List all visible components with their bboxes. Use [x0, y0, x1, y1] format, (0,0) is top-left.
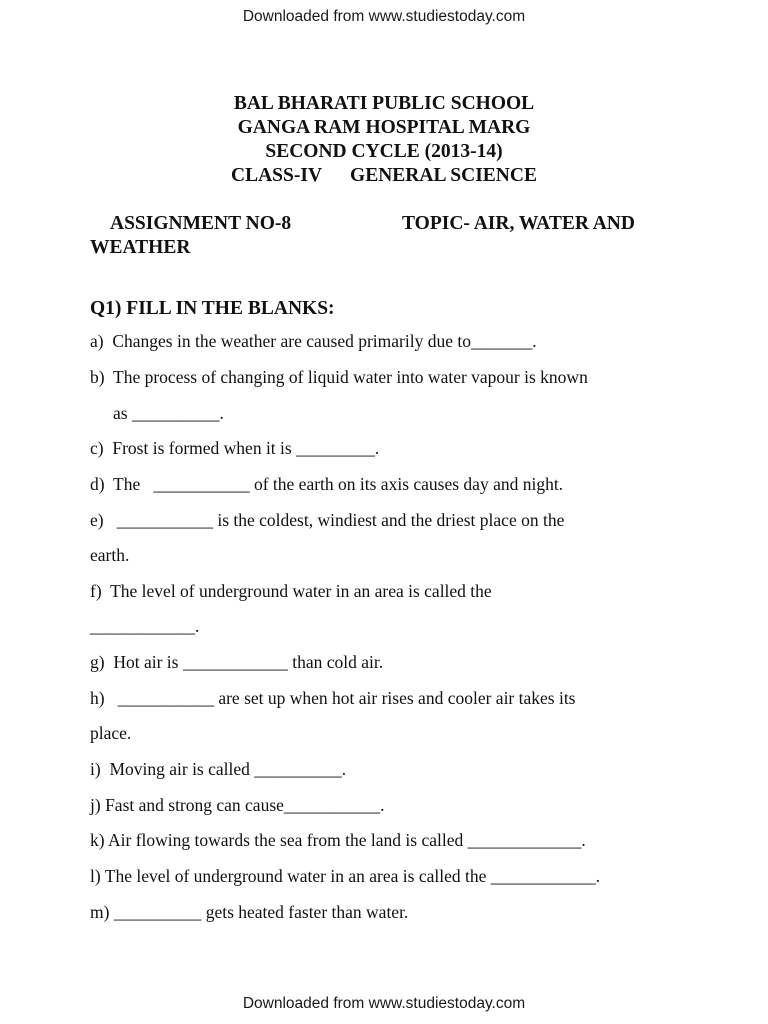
- question-d: d) The ___________ of the earth on its axis causes day and night.: [90, 474, 564, 494]
- question-e-continued: earth.: [90, 545, 130, 565]
- question-b-continued: as __________.: [113, 403, 224, 423]
- assignment-number: ASSIGNMENT NO-8: [110, 213, 292, 234]
- question-l: l) The level of underground water in an area is called the ____________.: [90, 866, 601, 886]
- class-subject-line: [0, 164, 768, 188]
- section-title: Q1) FILL IN THE BLANKS:: [90, 298, 335, 319]
- assignment-topic-continued: WEATHER: [90, 237, 191, 258]
- question-a: a) Changes in the weather are caused primarily due to_______.: [90, 331, 537, 351]
- question-i: i) Moving air is called __________.: [90, 759, 347, 779]
- class-label: CLASS-IV: [231, 165, 323, 186]
- school-name: BAL BHARATI PUBLIC SCHOOL: [233, 93, 535, 114]
- watermark-top: Downloaded from www.studiestoday.com: [242, 8, 526, 25]
- question-h: h) ___________ are set up when hot air rises and cooler air takes its: [90, 688, 576, 708]
- watermark-bottom: Downloaded from www.studiestoday.com: [242, 995, 526, 1012]
- question-b: b) The process of changing of liquid water into water vapour is known: [90, 367, 588, 387]
- question-k: k) Air flowing towards the sea from the land is called _____________.: [90, 830, 586, 850]
- question-c: c) Frost is formed when it is _________.: [90, 438, 380, 458]
- question-f-continued: ____________.: [90, 616, 200, 636]
- cycle-label: SECOND CYCLE (2013-14): [265, 141, 503, 162]
- question-j: j) Fast and strong can cause___________.: [90, 795, 385, 815]
- question-f: f) The level of underground water in an area is called the: [90, 581, 492, 601]
- subject-label: GENERAL SCIENCE: [350, 165, 537, 186]
- question-e: e) ___________ is the coldest, windiest and the driest place on the: [90, 510, 565, 530]
- school-header: [0, 92, 768, 188]
- question-g: g) Hot air is ____________ than cold air.: [90, 652, 384, 672]
- question-m: m) __________ gets heated faster than water.: [90, 902, 409, 922]
- question-h-continued: place.: [90, 723, 132, 743]
- assignment-topic: TOPIC- AIR, WATER AND: [402, 213, 635, 234]
- school-address: GANGA RAM HOSPITAL MARG: [237, 117, 531, 138]
